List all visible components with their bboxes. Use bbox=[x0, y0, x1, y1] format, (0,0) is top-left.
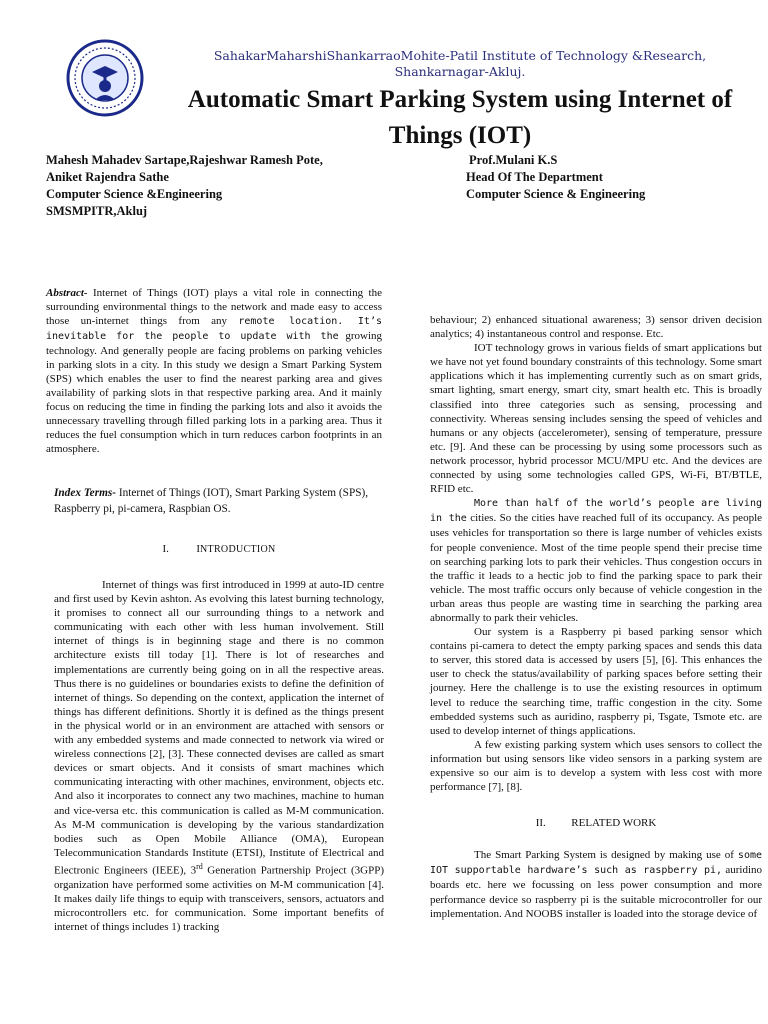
right-column bbox=[430, 313, 762, 921]
index-terms bbox=[54, 485, 384, 517]
col2-paragraph-1: behaviour; 2) enhanced situational awareness; 3) sensor driven decision analytics; 4) instantaneous control and response. Etc. bbox=[430, 314, 762, 341]
col2-paragraph-6-mono: some IOT supportable hardware’s such as raspberry pi, bbox=[430, 850, 763, 877]
index-terms-label: Index Terms- bbox=[54, 487, 117, 499]
author-line: Prof.Mulani K.S bbox=[469, 153, 558, 167]
abstract bbox=[46, 286, 382, 456]
col2-paragraph-5: A few existing parking system which uses sensors to collect the information but using sensors like video sensors in a parking system are expensive so our aim is to develop a system with less cost with more performance [7], [8]. bbox=[430, 738, 762, 794]
abstract-label: Abstract- bbox=[46, 287, 88, 299]
col2-paragraph-3-mono: More than half of the world’s people are living in the bbox=[430, 498, 762, 525]
col2-paragraph-2: IOT technology grows in various fields of smart applications but we have not yet found boundary constraints of this technology. Some smart applications which it has implementing currently such as on smart grids, smart lighting, smart energy, smart city, smart health etc. This is broadly classified into three categories such as sensing, processing and connectivity. Whereas sensing includes sensing the speed of vehicles and humans or any objects (accelerometer), sensing of temperature, pressure etc. [9]. And these can be processing by using some processors such as network processor, hybrid processor MCU/MPU etc. And the devices are connected by using some technologies called GPS, Wi-Fi, BT/BTLE, RFID etc. bbox=[430, 342, 762, 496]
section-heading-related-work bbox=[430, 816, 762, 830]
col2-paragraph-3: cities. So the cities have reached full of its occupancy. As people uses vehicles for transportation so there is large number of vehicles exists for people convenience. Most of the time people spend their precise time on searching parking lots to park their vehicles. Thus congestion occurs in the traffic it leads to a hectic job to find the parking space to park their vehicle. The most traffic occurs only because of vehicle congestion in the urban areas thus people are wasting time in searching the parking area abnormally to park their vehicles. bbox=[430, 512, 763, 624]
authors-right bbox=[466, 152, 645, 203]
authors-left bbox=[46, 152, 323, 220]
intro-superscript: rd bbox=[196, 861, 203, 871]
author-line: Aniket Rajendra Sathe bbox=[46, 170, 169, 184]
college-logo bbox=[66, 38, 144, 118]
intro-paragraph: Internet of things was first introduced in 1999 at auto-ID centre and first used by Kevin ashton. As evolving this latest burning technology, it promises to connect all our surrounding things to a network and communicating with each other with less human involvement. Still internet of things is in beginning stage and there is no common architecture exists till today [1]. There is lot of researches and implementations are currently being going on in all the respective areas. Thus there is no guidelines or boundaries exists to define the definition of internet of things. So depending on the context, application the internet of things has different definitions. Shortly it is defined as the things present in the physical world or in an environment are attached with sensors or with any embedded systems and made connected to network via wired or wireless connections [2], [3]. These connected devises are called as smart devices or smart objects. And it consists of smart machines which communicating interacting with other machines, environment, objects etc. And also it incorporates to connect any two machines, machine to human and vice-versa etc. this communication is called as M-M communication. As M-M communication is developing by the various standardization bodies such as Open Mobile Alliance (OMA), European Telecommunication Standards Institute (ETSI), Institute of Electrical and Electronic Engineers (IEEE), 3 bbox=[54, 579, 384, 877]
section-title-initial: I bbox=[196, 543, 201, 555]
author-line: SMSMPITR,Akluj bbox=[46, 204, 148, 218]
section-number: I. bbox=[162, 543, 169, 555]
author-line: Computer Science & Engineering bbox=[466, 187, 646, 201]
author-line: Head Of The Department bbox=[466, 170, 603, 184]
section-title-rest: NTRODUCTION bbox=[200, 544, 276, 555]
institute-line-2: Shankarnagar-Akluj. bbox=[394, 64, 526, 79]
col2-paragraph-6b: auridino boards etc. here we focussing on less power consumption and more performance device so raspberry pi is the suitable microcontroller for our implementation. And NOOBS installer is loaded into the storage device of bbox=[430, 864, 762, 920]
section-title: RELATED WORK bbox=[571, 817, 657, 830]
institute-name bbox=[200, 48, 720, 80]
col2-paragraph-6a: The Smart Parking System is designed by making use of bbox=[474, 849, 734, 862]
abstract-text-mono: remote location. It’s inevitable for the people to update with the bbox=[46, 316, 382, 342]
section-number: II. bbox=[535, 817, 546, 830]
col2-paragraph-4: Our system is a Raspberry pi based parking sensor which contains pi-camera to detect the empty parking spaces and sends this data to server, this stored data is accessed by users [5], [6]. This enhances the user to check the status/availability of parking spaces before setting their journey. Here the challenge is to use the existing resources in optimum level to reduce the searching time, traffic congestion in the city. Some embedded systems such as auridino, raspberry pi, Tsgate, Tsmote etc. are used to develop internet of things applications. bbox=[430, 626, 762, 737]
author-line: Computer Science &Engineering bbox=[46, 187, 223, 201]
section-heading-introduction bbox=[54, 543, 384, 555]
title-line-2: Things (IOT) bbox=[388, 122, 532, 149]
paper-title bbox=[140, 82, 768, 154]
intro-paragraph-end: Generation Partnership Project (3GPP) organization have performed some activities on M-M communication [4]. It makes daily life things to equip with transceivers, sensors, actuators and microcontrollers etc. for communication. Some important benefits of internet of things includes 1) tracking bbox=[54, 864, 384, 933]
title-line-1: Automatic Smart Parking System using Internet of bbox=[187, 86, 733, 113]
introduction-body bbox=[54, 578, 384, 934]
abstract-text-b: growing technology. And generally people are facing problems on parking vehicles in parking slots in a city. In this study we design a Smart Parking System (SPS) which enables the user to find the nearest parking area and gives availability of parking slots in that respective parking area. And it mainly focus on reducing the time in finding the parking lots and also it avoids the unnecessary travelling through filled parking lots in a parking area. Thus it reduces the fuel consumption which in turn reduces carbon footprints in an atmosphere. bbox=[46, 330, 382, 455]
index-terms-text: Internet of Things (IOT), Smart Parking System (SPS), Raspberry pi, pi-camera, Raspbian OS. bbox=[54, 487, 369, 515]
author-line: Mahesh Mahadev Sartape,Rajeshwar Ramesh Pote, bbox=[46, 153, 323, 167]
institute-line-1: SahakarMaharshiShankarraoMohite-Patil Institute of Technology &Research, bbox=[213, 48, 707, 63]
abstract-text-a: Internet of Things (IOT) plays a vital role in connecting the surrounding environmental things to the network and made easy to access those un-internet things from any bbox=[46, 287, 382, 327]
